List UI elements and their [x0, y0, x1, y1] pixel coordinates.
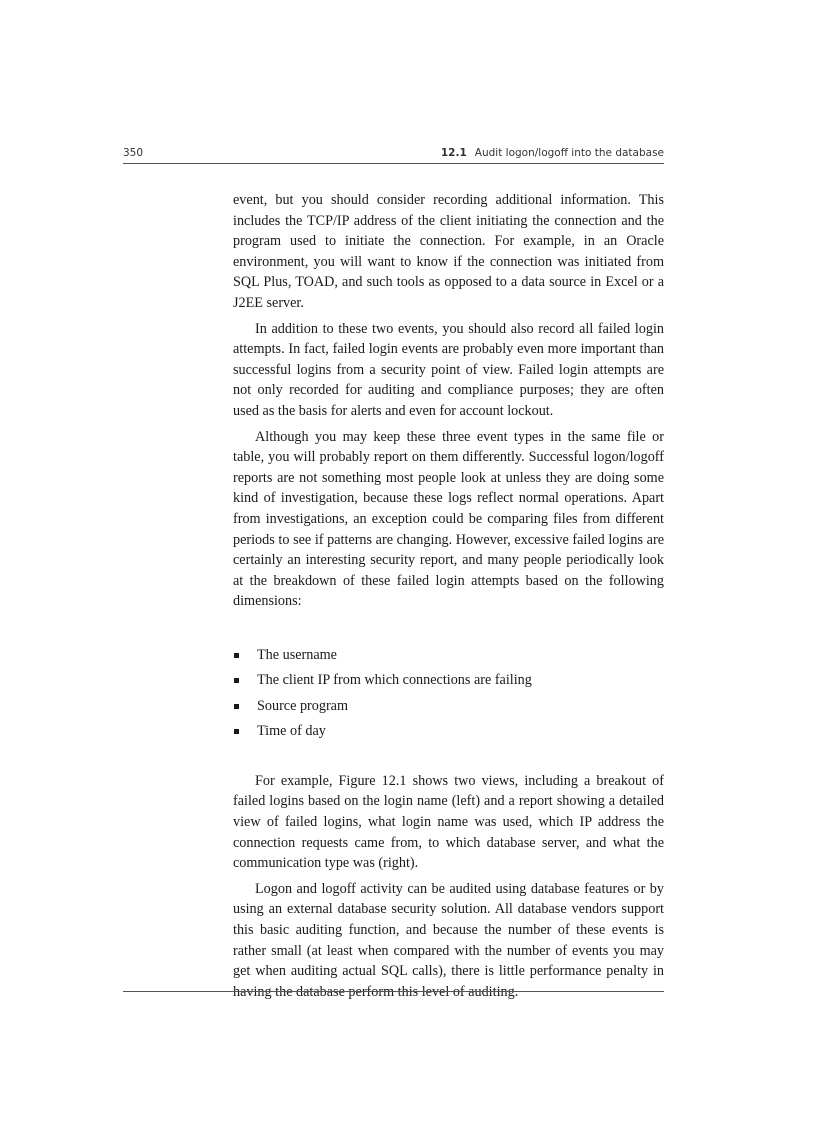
- list-item-text: Source program: [257, 697, 349, 714]
- paragraph: Although you may keep these three event types in the same file or table, you will probably report on them differently. Successful logon/logoff reports are not something most people look at unless they are doing some kind of investigation, because these logs reflect normal operations. Apart from investigations, an exception could be comparing files from different periods to see if patterns are changing. However, excessive failed logins are certainly an interesting security report, and many people periodically look at the breakdown of these failed login attempts based on the following dimensions:: [233, 428, 664, 610]
- list-item: [233, 719, 664, 745]
- list-item: [233, 668, 664, 694]
- page-header: [123, 145, 664, 163]
- page-number: 350: [123, 147, 144, 159]
- list-item-text: Time of day: [257, 723, 326, 740]
- square-bullet-icon: [234, 704, 239, 709]
- paragraph: For example, Figure 12.1 shows two views, including a breakout of failed logins based on the login name (left) and a report showing a detailed view of failed logins, what login name was used, which IP address the connection requests came from, to which database server, and what the communication type was (right).: [233, 772, 664, 872]
- page-body: [233, 190, 664, 1007]
- section-title: Audit logon/logoff into the database: [474, 147, 664, 159]
- list-item-text: The client IP from which connections are failing: [257, 672, 532, 689]
- header-rule: [123, 163, 664, 164]
- section-number: 12.1: [440, 147, 467, 159]
- list-item: [233, 694, 664, 720]
- paragraph: event, but you should consider recording additional information. This includes the TCP/IP address of the client initiating the connection and the program used to initiate the connection. For example, in an Oracle environment, you will want to know if the connection was initiated from SQL Plus, TOAD, and such tools as opposed to a data source in Excel or a J2EE server.: [233, 192, 664, 311]
- running-head: [441, 147, 664, 159]
- paragraph: Logon and logoff activity can be audited using database features or by using an external database security solution. All database vendors support this basic auditing function, and because the number of these events is rather small (at least when compared with the number of events you may get when auditing actual SQL calls), there is little performance penalty in having the database perform this level of auditing.: [233, 880, 664, 1000]
- square-bullet-icon: [234, 678, 239, 683]
- footer-rule: [123, 991, 664, 992]
- square-bullet-icon: [234, 653, 239, 658]
- list-item-text: The username: [257, 646, 337, 663]
- paragraph: In addition to these two events, you should also record all failed login attempts. In fact, failed login events are probably even more important than successful logins from a security point of view. Failed login attempts are not only recorded for auditing and compliance purposes; they are often used as the basis for alerts and even for account lockout.: [233, 320, 664, 419]
- dimension-list: [233, 643, 664, 745]
- list-item: [233, 643, 664, 669]
- square-bullet-icon: [234, 729, 239, 734]
